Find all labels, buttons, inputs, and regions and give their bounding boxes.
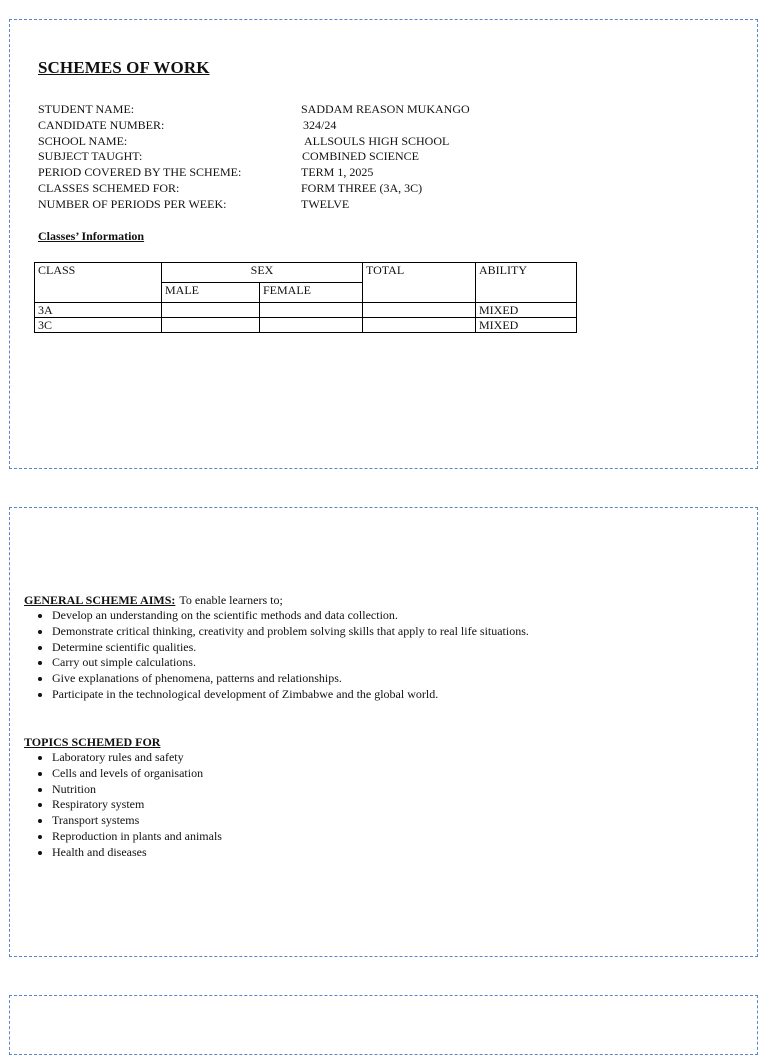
header-sex: SEX bbox=[162, 263, 363, 283]
aims-list bbox=[24, 608, 529, 703]
document-page-3 bbox=[9, 995, 758, 1055]
list-item: • Nutrition bbox=[52, 782, 222, 798]
info-value: ALLSOULS HIGH SCHOOL bbox=[304, 133, 450, 148]
list-item: • Cells and levels of organisation bbox=[52, 766, 222, 782]
list-item: • Carry out simple calculations. bbox=[52, 655, 529, 671]
header-class: CLASS bbox=[35, 263, 162, 303]
document-page-2 bbox=[9, 507, 758, 957]
cell-class: 3A bbox=[35, 303, 162, 318]
cell-male bbox=[162, 303, 260, 318]
info-value: 324/24 bbox=[303, 117, 337, 132]
table-row bbox=[35, 318, 577, 333]
list-item: • Respiratory system bbox=[52, 797, 222, 813]
list-item: • Give explanations of phenomena, patterns and relationships. bbox=[52, 671, 529, 687]
cell-ability: MIXED bbox=[476, 303, 577, 318]
list-item: • Participate in the technological development of Zimbabwe and the global world. bbox=[52, 687, 529, 703]
info-value: SADDAM REASON MUKANGO bbox=[301, 102, 470, 116]
cell-class: 3C bbox=[35, 318, 162, 333]
header-male: MALE bbox=[162, 283, 260, 303]
header-total: TOTAL bbox=[363, 263, 476, 303]
info-label: PERIOD COVERED BY THE SCHEME: bbox=[38, 165, 242, 180]
info-label: CLASSES SCHEMED FOR: bbox=[38, 180, 180, 195]
topics-section bbox=[24, 734, 222, 861]
list-item: • Health and diseases bbox=[52, 845, 222, 861]
list-item: • Transport systems bbox=[52, 813, 222, 829]
cell-female bbox=[260, 303, 363, 318]
cell-ability: MIXED bbox=[476, 318, 577, 333]
list-item: • Demonstrate critical thinking, creativity and problem solving skills that apply to real life situations. bbox=[52, 624, 529, 640]
general-aims-section bbox=[24, 592, 529, 703]
list-item: • Reproduction in plants and animals bbox=[52, 829, 222, 845]
info-label: CANDIDATE NUMBER: bbox=[38, 117, 165, 132]
info-value: TERM 1, 2025 bbox=[301, 165, 374, 180]
document-page-1 bbox=[9, 19, 758, 469]
classes-information-heading: Classes’ Information bbox=[38, 229, 145, 243]
classes-table bbox=[34, 262, 577, 333]
list-item: • Develop an understanding on the scientific methods and data collection. bbox=[52, 608, 529, 624]
aims-heading: GENERAL SCHEME AIMS: bbox=[24, 593, 176, 607]
header-female: FEMALE bbox=[260, 283, 363, 303]
info-label: STUDENT NAME: bbox=[38, 102, 135, 116]
header-ability: ABILITY bbox=[476, 263, 577, 303]
list-item: • Determine scientific qualities. bbox=[52, 640, 529, 656]
info-value: COMBINED SCIENCE bbox=[302, 149, 420, 164]
info-label: NUMBER OF PERIODS PER WEEK: bbox=[38, 196, 227, 211]
list-item: • Laboratory rules and safety bbox=[52, 750, 222, 766]
document-title: SCHEMES OF WORK bbox=[38, 58, 210, 77]
cell-male bbox=[162, 318, 260, 333]
info-label: SUBJECT TAUGHT: bbox=[38, 149, 143, 164]
info-value: TWELVE bbox=[301, 196, 350, 211]
table-header-row bbox=[35, 263, 577, 283]
cell-total bbox=[363, 318, 476, 333]
cell-total bbox=[363, 303, 476, 318]
info-label: SCHOOL NAME: bbox=[38, 133, 128, 148]
cell-female bbox=[260, 318, 363, 333]
table-row bbox=[35, 303, 577, 318]
aims-intro: To enable learners to; bbox=[179, 593, 283, 607]
aims-heading-line bbox=[24, 592, 529, 608]
topics-list bbox=[24, 750, 222, 861]
info-value: FORM THREE (3A, 3C) bbox=[301, 180, 423, 195]
topics-heading: TOPICS SCHEMED FOR bbox=[24, 735, 161, 749]
